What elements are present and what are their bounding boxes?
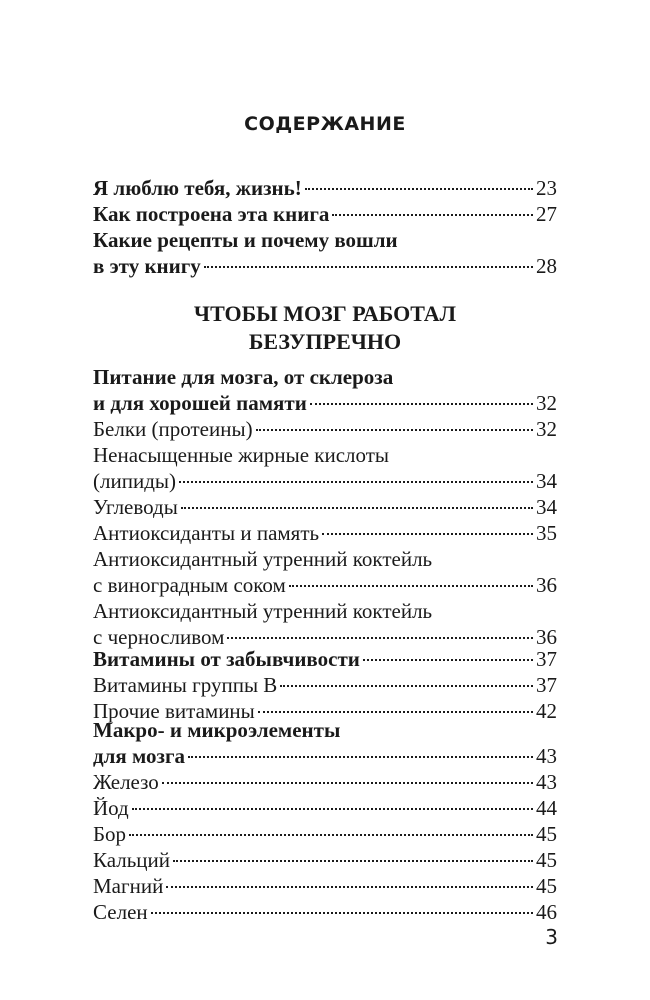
toc-entry-page: 43: [536, 744, 557, 768]
toc-entry-page: 32: [536, 391, 557, 415]
toc-entry-page: 42: [536, 699, 557, 723]
toc-entry-page: 23: [536, 176, 557, 200]
toc-entry-text: для мозга: [93, 744, 186, 768]
toc-entry-text: Витамины группы В: [93, 673, 278, 697]
toc-entry[interactable]: [93, 253, 557, 279]
page-title: СОДЕРЖАНИЕ: [244, 113, 406, 135]
leader-dots: [181, 507, 533, 509]
toc-entry-line1: Какие рецепты и почему вошли: [93, 228, 398, 252]
leader-dots: [280, 685, 533, 687]
toc-entry-page: 37: [536, 673, 557, 697]
toc-entry-text: Йод: [93, 796, 129, 820]
leader-dots: [173, 860, 533, 862]
toc-entry[interactable]: [93, 201, 557, 227]
leader-dots: [179, 481, 533, 483]
leader-dots: [162, 782, 533, 784]
toc-entry-text: Как построена эта книга: [93, 202, 330, 226]
leader-dots: [289, 585, 533, 587]
toc-entry-page: 36: [536, 573, 557, 597]
toc-entry-text: (липиды): [93, 469, 176, 493]
toc-entry-page: 37: [536, 647, 557, 671]
subsection-heading[interactable]: [93, 646, 557, 672]
toc-entry[interactable]: [93, 769, 557, 795]
toc-entry-page: 45: [536, 822, 557, 846]
toc-entry-text: Железо: [93, 770, 159, 794]
leader-dots: [305, 188, 533, 190]
leader-dots: [256, 429, 533, 431]
leader-dots: [258, 711, 533, 713]
toc-entry[interactable]: [93, 847, 557, 873]
toc-entry-page: 43: [536, 770, 557, 794]
toc-entry-line1: Антиоксидантный утренний коктейль: [93, 547, 433, 571]
toc-entry-line1: Ненасыщенные жирные кислоты: [93, 443, 390, 467]
toc-entry-text: с черносливом: [93, 625, 225, 649]
toc-entry-text: Магний: [93, 874, 164, 898]
toc-entry[interactable]: [93, 494, 557, 520]
leader-dots: [227, 637, 533, 639]
subsection-heading-line1: Макро- и микроэлементы: [93, 718, 341, 742]
toc-entry-text: Кальций: [93, 848, 171, 872]
toc-entry-text: Селен: [93, 900, 148, 924]
page-number: 3: [545, 925, 558, 949]
toc-entry-page: 45: [536, 874, 557, 898]
leader-dots: [188, 756, 533, 758]
leader-dots: [151, 912, 533, 914]
toc-entry-page: 35: [536, 521, 557, 545]
leader-dots: [204, 266, 533, 268]
subsection-heading-line1: Питание для мозга, от склероза: [93, 365, 394, 389]
toc-entry-page: 44: [536, 796, 557, 820]
leader-dots: [332, 214, 533, 216]
leader-dots: [322, 533, 533, 535]
toc-entry-text: Бор: [93, 822, 127, 846]
leader-dots: [129, 834, 533, 836]
toc-entry-page: 34: [536, 469, 557, 493]
leader-dots: [166, 886, 533, 888]
toc-entry-text: с виноградным соком: [93, 573, 286, 597]
toc-entry[interactable]: [93, 175, 557, 201]
leader-dots: [310, 403, 533, 405]
section-heading-line1: ЧТОБЫ МОЗГ РАБОТАЛ: [193, 301, 457, 326]
subsection-heading[interactable]: [93, 390, 557, 416]
toc-entry-text: Углеводы: [93, 495, 178, 519]
toc-entry[interactable]: [93, 899, 557, 925]
toc-entry-line1: Антиоксидантный утренний коктейль: [93, 599, 433, 623]
section-heading-line2: БЕЗУПРЕЧНО: [248, 329, 402, 354]
toc-entry-text: Антиоксиданты и память: [93, 521, 320, 545]
toc-entry-text: Я люблю тебя, жизнь!: [93, 176, 302, 200]
toc-entry[interactable]: [93, 520, 557, 546]
toc-entry-page: 46: [536, 900, 557, 924]
toc-entry-page: 28: [536, 254, 557, 278]
toc-entry-page: 36: [536, 625, 557, 649]
toc-entry-text: и для хорошей памяти: [93, 391, 307, 415]
toc-entry[interactable]: [93, 795, 557, 821]
leader-dots: [132, 808, 533, 810]
toc-entry[interactable]: [93, 873, 557, 899]
toc-entry[interactable]: [93, 672, 557, 698]
toc-entry-page: 27: [536, 202, 557, 226]
toc-entry-page: 32: [536, 417, 557, 441]
toc-entry-page: 34: [536, 495, 557, 519]
toc-entry[interactable]: [93, 821, 557, 847]
toc-entry[interactable]: [93, 468, 557, 494]
toc-entry-text: Витамины от забывчивости: [93, 647, 360, 671]
subsection-heading[interactable]: [93, 743, 557, 769]
toc-entry-text: Белки (протеины): [93, 417, 253, 441]
toc-entry-page: 45: [536, 848, 557, 872]
toc-entry-text: Прочие витамины: [93, 699, 255, 723]
leader-dots: [363, 659, 533, 661]
toc-entry[interactable]: [93, 572, 557, 598]
toc-entry[interactable]: [93, 416, 557, 442]
toc-entry-text: в эту книгу: [93, 254, 201, 278]
